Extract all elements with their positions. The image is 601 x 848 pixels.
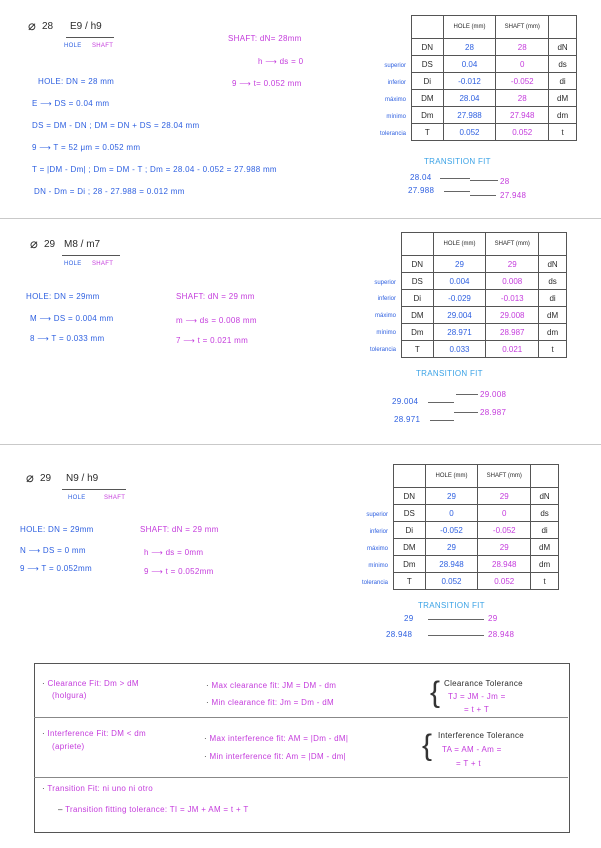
fit-designation: M8 / m7	[64, 239, 101, 250]
hole-line: 9 ⟶ T = 0.052mm	[20, 564, 92, 573]
section-divider	[0, 444, 601, 445]
row-symbol: T	[394, 573, 426, 590]
row-symbol: DN	[402, 256, 434, 273]
row-symbol: Dm	[412, 107, 444, 124]
shaft-symbol: t	[549, 124, 577, 141]
fit-type: TRANSITION FIT	[416, 369, 483, 378]
row-label: inferior	[377, 296, 396, 302]
row-symbol: DN	[394, 488, 426, 505]
shaft-symbol: dM	[549, 90, 577, 107]
row-label: máximo	[384, 97, 406, 103]
diagram-value-b: 29.004	[392, 397, 419, 406]
diagram-value-c: 28.948	[386, 630, 413, 639]
row-symbol: DM	[412, 90, 444, 107]
fit-underline	[62, 255, 120, 256]
shaft-value: 0	[496, 56, 549, 73]
shaft-line: 9 ⟶ t = 0.052mm	[144, 567, 214, 576]
row-label: tolerancia	[361, 580, 388, 586]
fit-type: TRANSITION FIT	[418, 601, 485, 610]
shaft-symbol: dm	[531, 556, 559, 573]
header-shaft: SHAFT (mm)	[478, 465, 531, 488]
min-interference-text: Min interference fit: Am = |DM - dm|	[209, 752, 347, 761]
shaft-symbol: di	[531, 522, 559, 539]
shaft-symbol: dM	[539, 307, 567, 324]
shaft-symbol: dN	[531, 488, 559, 505]
hole-value: 0	[425, 505, 478, 522]
hole-label: HOLE	[64, 261, 82, 267]
diagram-value-d: 28.948	[488, 630, 515, 639]
row-symbol: DM	[402, 307, 434, 324]
shaft-header: SHAFT: dN = 29 mm	[140, 525, 219, 534]
row-label: tolerancia	[369, 347, 396, 353]
row-symbol: Dm	[394, 556, 426, 573]
shaft-line: 7 ⟶ t = 0.021 mm	[176, 336, 249, 345]
shaft-line: h ⟶ ds = 0mm	[144, 548, 204, 557]
row-symbol: Di	[394, 522, 426, 539]
header-hole: HOLE (mm)	[425, 465, 478, 488]
shaft-value: 0.008	[486, 273, 539, 290]
row-label: superior	[384, 63, 406, 69]
diameter-symbol: ⌀	[26, 470, 34, 485]
hole-value: 29	[425, 488, 478, 505]
row-symbol: DS	[412, 56, 444, 73]
interference-tolerance-line2: = T + t	[456, 759, 481, 768]
row-symbol: Di	[402, 290, 434, 307]
shaft-value: 28	[496, 90, 549, 107]
nominal-size: 29	[40, 473, 52, 484]
row-symbol: T	[402, 341, 434, 358]
transition-tolerance: – Transition fitting tolerance: TI = JM + AM = t + T	[58, 805, 249, 814]
transition-tolerance-text: Transition fitting tolerance: TI = JM + AM = t + T	[65, 805, 249, 814]
fit-underline	[62, 489, 126, 490]
row-symbol: DN	[412, 39, 444, 56]
nominal-size: 29	[44, 239, 56, 250]
row-label: inferior	[387, 80, 406, 86]
summary-divider	[34, 777, 568, 778]
row-label: mínimo	[376, 330, 396, 336]
shaft-symbol: ds	[549, 56, 577, 73]
max-interference-text: Max interference fit: AM = |Dm - dM|	[209, 734, 349, 743]
row-label: tolerancia	[379, 131, 406, 137]
shaft-symbol: t	[539, 341, 567, 358]
diagram-line	[470, 195, 496, 196]
fit-designation: E9 / h9	[70, 21, 102, 32]
row-label: mínimo	[368, 563, 388, 569]
diagram-value-a: 29	[404, 614, 414, 623]
hole-header: HOLE: DN = 29mm	[26, 292, 100, 301]
shaft-value: 0.052	[478, 573, 531, 590]
brace-icon: {	[422, 729, 433, 762]
min-clearance-text: Min clearance fit: Jm = Dm - dM	[211, 698, 334, 707]
row-label: mínimo	[386, 114, 406, 120]
tolerance-table	[411, 15, 577, 141]
hole-value: 0.004	[433, 273, 486, 290]
row-label: inferior	[369, 529, 388, 535]
shaft-value: 0.021	[486, 341, 539, 358]
shaft-label: SHAFT	[92, 43, 114, 49]
row-label: máximo	[366, 546, 388, 552]
diagram-line	[428, 402, 454, 403]
row-symbol: DM	[394, 539, 426, 556]
diagram-value-d: 27.948	[500, 191, 527, 200]
row-symbol: DS	[394, 505, 426, 522]
hole-line: M ⟶ DS = 0.004 mm	[30, 314, 114, 323]
fit-type: TRANSITION FIT	[424, 157, 491, 166]
header-hole: HOLE (mm)	[443, 16, 496, 39]
interference-tolerance-title: Interference Tolerance	[438, 731, 525, 740]
hole-line: DS = DM - DN ; DM = DN + DS = 28.04 mm	[32, 121, 200, 130]
hole-label: HOLE	[64, 43, 82, 49]
hole-value: -0.012	[443, 73, 496, 90]
hole-value: 28.04	[443, 90, 496, 107]
interference-title: · Interference Fit: DM < dm	[42, 729, 146, 738]
hole-value: 28.948	[425, 556, 478, 573]
row-label: máximo	[374, 313, 396, 319]
diagram-value-b: 29	[488, 614, 498, 623]
hole-line: DN - Dm = Di ; 28 - 27.988 = 0.012 mm	[34, 187, 185, 196]
shaft-value: 0.052	[496, 124, 549, 141]
hole-value: 28	[443, 39, 496, 56]
shaft-line: 9 ⟶ t= 0.052 mm	[232, 79, 302, 88]
shaft-value: 29	[478, 488, 531, 505]
hole-line: HOLE: DN = 28 mm	[38, 77, 115, 86]
clearance-tolerance-line1: TJ = JM - Jm =	[448, 692, 506, 701]
interference-title-text: Interference Fit: DM < dm	[47, 729, 146, 738]
diagram-value-d: 28.971	[394, 415, 421, 424]
hole-label: HOLE	[68, 495, 86, 501]
shaft-value: 28.948	[478, 556, 531, 573]
hole-value: 27.988	[443, 107, 496, 124]
shaft-symbol: dN	[549, 39, 577, 56]
diagram-value-b: 28	[500, 177, 510, 186]
diameter-symbol: ⌀	[30, 236, 38, 251]
hole-line: 9 ⟶ T = 52 μm = 0.052 mm	[32, 143, 141, 152]
shaft-value: 0	[478, 505, 531, 522]
hole-line: E ⟶ DS = 0.04 mm	[32, 99, 110, 108]
hole-value: 28.971	[433, 324, 486, 341]
tolerance-table	[393, 464, 559, 590]
hole-value: 29	[433, 256, 486, 273]
summary-divider	[34, 717, 568, 718]
diagram-line	[428, 635, 484, 636]
shaft-symbol: ds	[531, 505, 559, 522]
row-symbol: DS	[402, 273, 434, 290]
fit-underline	[66, 37, 114, 38]
header-shaft: SHAFT (mm)	[486, 233, 539, 256]
interference-note: (apriete)	[52, 742, 85, 751]
diagram-value-a: 29.008	[480, 390, 507, 399]
shaft-header: SHAFT: dN= 28mm	[228, 34, 302, 43]
brace-icon: {	[430, 676, 441, 709]
min-clearance: · Min clearance fit: Jm = Dm - dM	[206, 698, 334, 707]
max-clearance-text: Max clearance fit: JM = DM - dm	[211, 681, 337, 690]
hole-value: 0.052	[425, 573, 478, 590]
hole-value: 29.004	[433, 307, 486, 324]
diagram-value-c: 27.988	[408, 186, 435, 195]
header-shaft: SHAFT (mm)	[496, 16, 549, 39]
shaft-value: 28.987	[486, 324, 539, 341]
hole-value: 29	[425, 539, 478, 556]
diagram-line	[454, 412, 478, 413]
shaft-symbol: dM	[531, 539, 559, 556]
shaft-value: 28	[496, 39, 549, 56]
row-label: superior	[374, 280, 396, 286]
shaft-symbol: di	[539, 290, 567, 307]
diagram-line	[430, 420, 454, 421]
hole-value: -0.029	[433, 290, 486, 307]
hole-value: 0.04	[443, 56, 496, 73]
diagram-line	[456, 394, 478, 395]
clearance-note: (holgura)	[52, 691, 87, 700]
clearance-title-text: Clearance Fit: Dm > dM	[47, 679, 139, 688]
tolerance-table	[401, 232, 567, 358]
shaft-symbol: dm	[549, 107, 577, 124]
shaft-value: 29	[486, 256, 539, 273]
shaft-line: h ⟶ ds = 0	[258, 57, 304, 66]
shaft-label: SHAFT	[104, 495, 126, 501]
shaft-symbol: dm	[539, 324, 567, 341]
hole-header: HOLE: DN = 29mm	[20, 525, 94, 534]
shaft-symbol: di	[549, 73, 577, 90]
diagram-value-a: 28.04	[410, 173, 432, 182]
min-interference: · Min interference fit: Am = |DM - dm|	[204, 752, 347, 761]
diagram-line	[440, 178, 470, 179]
max-interference: · Max interference fit: AM = |Dm - dM|	[204, 734, 349, 743]
shaft-value: -0.052	[496, 73, 549, 90]
row-symbol: T	[412, 124, 444, 141]
header-hole: HOLE (mm)	[433, 233, 486, 256]
hole-line: N ⟶ DS = 0 mm	[20, 546, 86, 555]
nominal-size: 28	[42, 21, 54, 32]
shaft-symbol: dN	[539, 256, 567, 273]
clearance-tolerance-title: Clearance Tolerance	[444, 679, 523, 688]
shaft-value: -0.052	[478, 522, 531, 539]
hole-line: 8 ⟶ T = 0.033 mm	[30, 334, 105, 343]
diagram-value-c: 28.987	[480, 408, 507, 417]
clearance-tolerance-line2: = t + T	[464, 705, 490, 714]
row-symbol: Dm	[402, 324, 434, 341]
shaft-value: 29.008	[486, 307, 539, 324]
shaft-value: 29	[478, 539, 531, 556]
shaft-label: SHAFT	[92, 261, 114, 267]
clearance-title: · Clearance Fit: Dm > dM	[42, 679, 139, 688]
shaft-header: SHAFT: dN = 29 mm	[176, 292, 255, 301]
max-clearance: · Max clearance fit: JM = DM - dm	[206, 681, 337, 690]
diagram-line	[428, 619, 484, 620]
shaft-symbol: t	[531, 573, 559, 590]
hole-line: T = |DM - Dm| ; Dm = DM - T ; Dm = 28.04 - 0.052 = 27.988 mm	[32, 165, 277, 174]
section-divider	[0, 218, 601, 219]
diagram-line	[470, 180, 498, 181]
fit-designation: N9 / h9	[66, 473, 99, 484]
shaft-symbol: ds	[539, 273, 567, 290]
shaft-line: m ⟶ ds = 0.008 mm	[176, 316, 257, 325]
interference-tolerance-line1: TA = AM - Am =	[442, 745, 502, 754]
hole-value: -0.052	[425, 522, 478, 539]
transition-title: · Transition Fit: ni uno ni otro	[42, 784, 153, 793]
row-symbol: Di	[412, 73, 444, 90]
transition-title-text: Transition Fit: ni uno ni otro	[47, 784, 153, 793]
shaft-value: 27.948	[496, 107, 549, 124]
hole-value: 0.033	[433, 341, 486, 358]
shaft-value: -0.013	[486, 290, 539, 307]
row-label: superior	[366, 512, 388, 518]
hole-value: 0.052	[443, 124, 496, 141]
diagram-line	[444, 191, 470, 192]
diameter-symbol: ⌀	[28, 18, 36, 33]
